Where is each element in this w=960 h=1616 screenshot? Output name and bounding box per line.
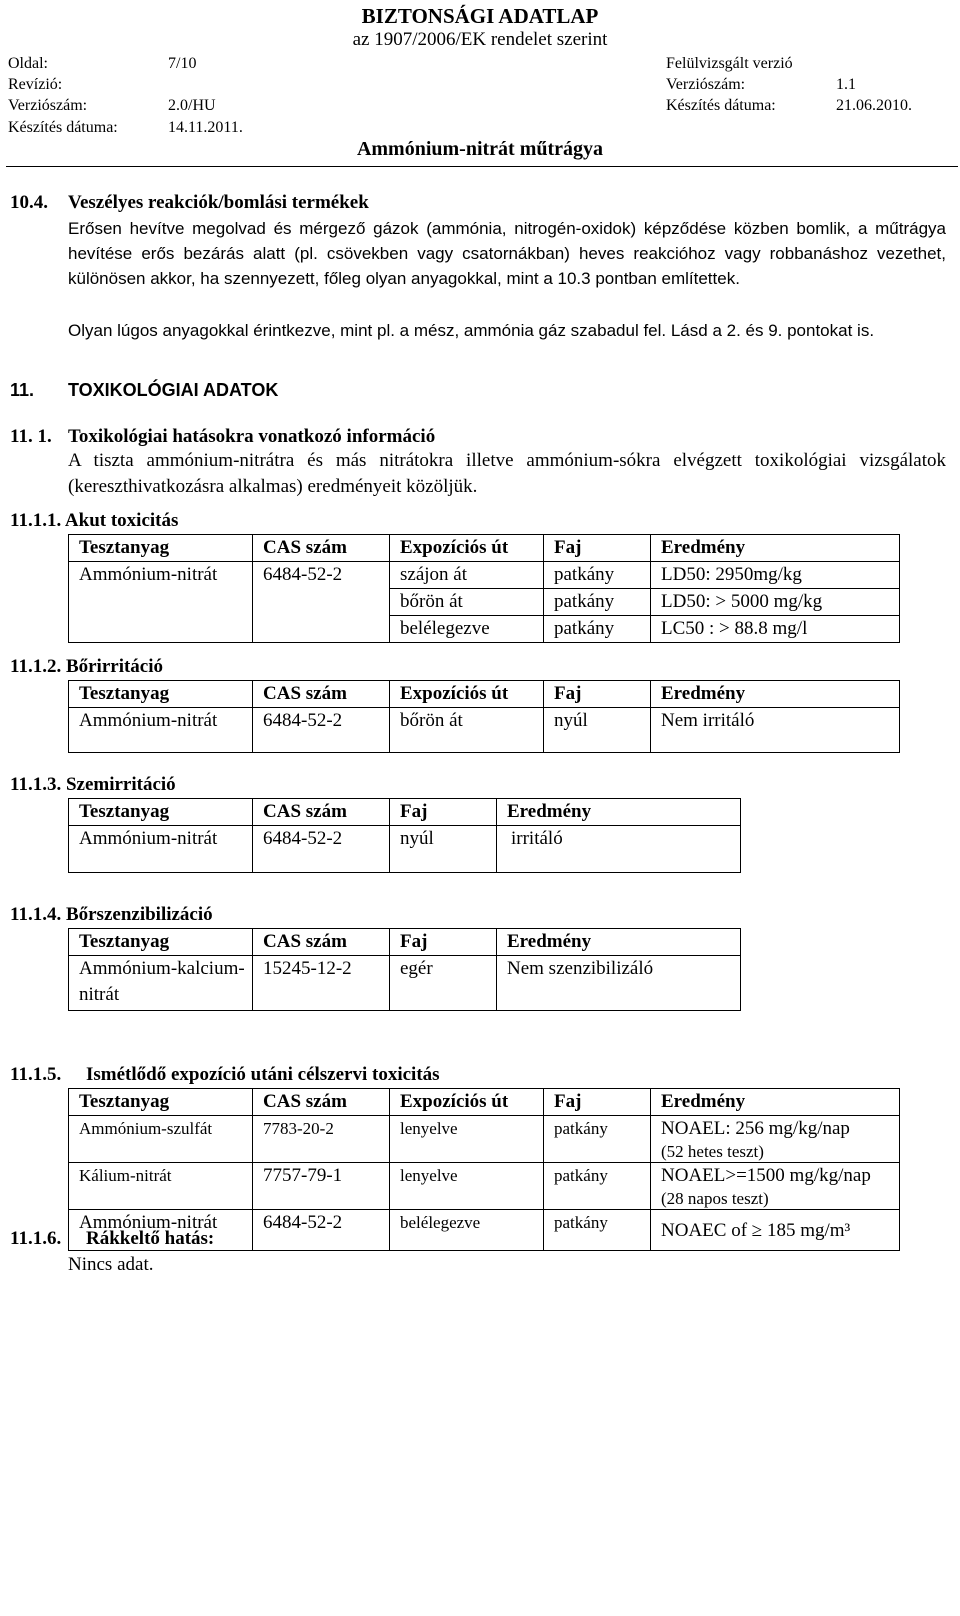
section-11-number: 11. — [10, 380, 35, 400]
section-11-1-2-heading: 11.1.2. Bőrirritáció — [10, 656, 164, 677]
header-version-label: Verziószám: — [8, 97, 88, 114]
col-header: Tesztanyag — [69, 535, 253, 562]
header-divider — [6, 166, 958, 167]
col-header: Tesztanyag — [69, 929, 253, 956]
col-header: Tesztanyag — [69, 1089, 253, 1116]
table-cell: patkány — [544, 562, 651, 589]
table-cell: bőrön át — [390, 589, 544, 616]
header-revision-label: Revízió: — [8, 76, 63, 93]
table-cell: patkány — [544, 1163, 651, 1210]
result-value: NOAEC of ≥ 185 mg/m³ — [661, 1220, 851, 1241]
col-header: Faj — [544, 535, 651, 562]
eye-irritation-table — [68, 798, 741, 873]
table-cell: Nem szenzibilizáló — [497, 956, 741, 1011]
section-11-1-5-heading: Ismétlődő expozíció utáni célszervi toxicitás — [86, 1064, 440, 1085]
table-row — [69, 562, 900, 589]
section-10-4-paragraph-1: Erősen hevítve megolvad és mérgező gázok (ammónia, nitrogén-oxidok) képződése közben bomlik, a műtrágya hevítése erős bezárás alatt (pl. csövekben vagy csatornákban) heves reakcióhoz vagy robbanáshoz vezethet, különösen akkor, ha szennyezett, főleg olyan anyagokkal, mint a 10.3 pontban említettek. — [68, 219, 946, 288]
table-row — [69, 1163, 900, 1210]
header-page-value: 7/10 — [168, 55, 197, 72]
section-11-1-intro: A tiszta ammónium-nitrátra és más nitrátokra illetve ammónium-sókra elvégzett toxikológiai vizsgálatok (kereszthivatkozásra alkalmas) eredményeit közöljük. — [68, 450, 946, 497]
col-header: Eredmény — [497, 799, 741, 826]
section-10-4-number: 10.4. — [10, 192, 48, 213]
table-cell: 6484-52-2 — [253, 1210, 390, 1251]
section-10-4-paragraph-2: Olyan lúgos anyagokkal érintkezve, mint pl. a mész, ammónia gáz szabadul fel. Lásd a 2. és 9. pontokat is. — [68, 321, 875, 340]
table-row — [69, 1116, 900, 1163]
col-header: Tesztanyag — [69, 799, 253, 826]
header-right-version-value: 1.1 — [836, 76, 856, 93]
col-header: Eredmény — [651, 535, 900, 562]
col-header: Expozíciós út — [390, 535, 544, 562]
section-11-1-number: 11. 1. — [10, 426, 52, 447]
table-cell: LD50: > 5000 mg/kg — [651, 589, 900, 616]
col-header: Eredmény — [651, 1089, 900, 1116]
header-date-value: 14.11.2011. — [168, 119, 243, 136]
table-cell: LD50: 2950mg/kg — [651, 562, 900, 589]
col-header: Eredmény — [651, 681, 900, 708]
table-cell: 7757-79-1 — [253, 1163, 390, 1210]
table-cell: lenyelve — [390, 1163, 544, 1210]
section-11-1-4-heading: 11.1.4. Bőrszenzibilizáció — [10, 904, 213, 925]
col-header: Faj — [390, 799, 497, 826]
table-cell: 15245-12-2 — [253, 956, 390, 1011]
header-date-label: Készítés dátuma: — [8, 119, 118, 136]
header-right-date-label: Készítés dátuma: — [666, 97, 776, 114]
col-header: Tesztanyag — [69, 681, 253, 708]
table-cell: szájon át — [390, 562, 544, 589]
section-10-4-title: Veszélyes reakciók/bomlási termékek — [68, 192, 369, 213]
header-page-label: Oldal: — [8, 55, 48, 72]
table-cell — [651, 1163, 900, 1210]
skin-sensitisation-table — [68, 928, 741, 1011]
table-cell: nyúl — [544, 708, 651, 753]
table-cell: Ammónium-nitrát — [69, 562, 253, 643]
table-cell: LC50 : > 88.8 mg/l — [651, 616, 900, 643]
header-reviewed-title: Felülvizsgált verzió — [666, 55, 793, 72]
table-cell: 6484-52-2 — [253, 708, 390, 753]
table-cell: patkány — [544, 1116, 651, 1163]
table-cell: 6484-52-2 — [253, 562, 390, 643]
table-header-row — [69, 681, 900, 708]
table-cell: Ammónium-kalcium-nitrát — [69, 956, 253, 1011]
table-cell: Ammónium-nitrát — [69, 708, 253, 753]
section-11-1-title: Toxikológiai hatásokra vonatkozó információ — [68, 426, 436, 447]
table-cell: Ammónium-nitrát — [69, 1210, 253, 1251]
col-header: Faj — [544, 681, 651, 708]
section-11-title: TOXIKOLÓGIAI ADATOK — [68, 380, 279, 400]
section-11-1-3-heading: 11.1.3. Szemirritáció — [10, 774, 176, 795]
col-header: Faj — [390, 929, 497, 956]
col-header: Faj — [544, 1089, 651, 1116]
table-header-row — [69, 799, 741, 826]
section-11-1-6-text: Nincs adat. — [68, 1254, 154, 1275]
table-cell: belélegezve — [390, 1210, 544, 1251]
col-header: CAS szám — [253, 535, 390, 562]
col-header: CAS szám — [253, 799, 390, 826]
table-cell: 7783-20-2 — [253, 1116, 390, 1163]
col-header: CAS szám — [253, 681, 390, 708]
acute-toxicity-table — [68, 534, 900, 643]
skin-irritation-table — [68, 680, 900, 753]
header-right-version-label: Verziószám: — [666, 76, 746, 93]
table-cell: egér — [390, 956, 497, 1011]
table-cell — [651, 1210, 900, 1251]
result-note: (28 napos teszt) — [661, 1189, 769, 1208]
header-version-value: 2.0/HU — [168, 97, 216, 114]
section-11-1-6-heading: Rákkeltő hatás: — [86, 1228, 215, 1249]
col-header: Expozíciós út — [390, 1089, 544, 1116]
table-cell: lenyelve — [390, 1116, 544, 1163]
table-cell: irritáló — [497, 826, 741, 873]
table-cell: patkány — [544, 589, 651, 616]
table-header-row — [69, 1089, 900, 1116]
result-note: (52 hetes teszt) — [661, 1142, 764, 1161]
section-11-1-6-number: 11.1.6. — [10, 1228, 62, 1249]
col-header: Expozíciós út — [390, 681, 544, 708]
document-title: BIZTONSÁGI ADATLAP — [361, 4, 599, 28]
section-11-1-1-heading: 11.1.1. Akut toxicitás — [10, 510, 179, 531]
table-row — [69, 956, 741, 1011]
col-header: CAS szám — [253, 929, 390, 956]
header-right-date-value: 21.06.2010. — [836, 97, 912, 114]
table-header-row — [69, 535, 900, 562]
table-cell: bőrön át — [390, 708, 544, 753]
table-cell: belélegezve — [390, 616, 544, 643]
document-subtitle: az 1907/2006/EK rendelet szerint — [352, 29, 608, 50]
table-cell: Ammónium-nitrát — [69, 826, 253, 873]
result-value: NOAEL: 256 mg/kg/nap — [661, 1118, 850, 1139]
table-header-row — [69, 929, 741, 956]
table-row — [69, 826, 741, 873]
table-cell: nyúl — [390, 826, 497, 873]
table-cell: patkány — [544, 1210, 651, 1251]
table-cell: Ammónium-szulfát — [69, 1116, 253, 1163]
col-header: CAS szám — [253, 1089, 390, 1116]
table-cell: Kálium-nitrát — [69, 1163, 253, 1210]
table-cell: Nem irritáló — [651, 708, 900, 753]
product-name: Ammónium-nitrát műtrágya — [356, 138, 604, 160]
table-cell: patkány — [544, 616, 651, 643]
col-header: Eredmény — [497, 929, 741, 956]
table-cell: 6484-52-2 — [253, 826, 390, 873]
table-cell — [651, 1116, 900, 1163]
section-11-1-5-number: 11.1.5. — [10, 1064, 62, 1085]
result-value: NOAEL>=1500 mg/kg/nap — [661, 1165, 871, 1186]
table-row — [69, 708, 900, 753]
